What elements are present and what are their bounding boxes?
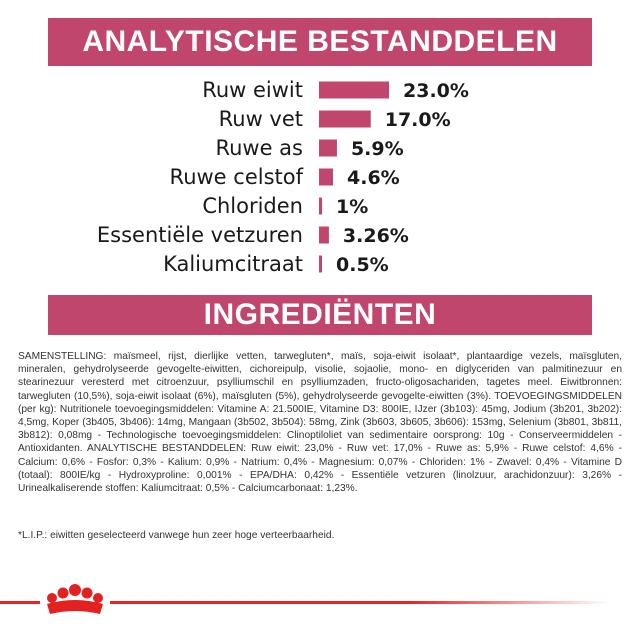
footnote: *L.I.P.: eiwitten geselecteerd vanwege hun zeer hoge verteerbaarheid. <box>18 530 335 541</box>
footer-line-left <box>0 601 40 604</box>
bar <box>319 256 322 273</box>
category-label: Ruw vet <box>218 107 303 131</box>
category-label: Ruwe as <box>215 136 303 160</box>
ingredients-title: INGREDIËNTEN <box>48 295 592 335</box>
category-label: Chloriden <box>202 194 303 218</box>
category-label: Ruwe celstof <box>169 165 303 189</box>
royal-canin-crown-icon <box>42 584 108 620</box>
category-label: Ruw eiwit <box>202 78 303 102</box>
ingredients-text: SAMENSTELLING: maïsmeel, rijst, dierlijke vetten, tarwegluten*, maïs, soja-eiwit isolaat*, plantaardige vezels, maïsgluten, mineralen, gehydrolyseerde gevogelte-eiwitten, cichoreipulp, visolie, sojaolie, mono- en diglyceriden van palmitinezuur en stearinezuur veresterd met citroenzuur, psylliumschil en psylliumzaden, fructo-oligosachariden, tagetes meel. Eiwitbronnen: tarwegluten (10,5%), soja-eiwit isolaat (6%), maïsgluten (5%), gehydrolyseerde gevogelte-eiwitten (3%). TOEVOEGINGSMIDDELEN (per kg): Nutritionele toevoegingsmiddelen: Vitamine A: 21.500IE, Vitamine D3: 800IE, IJzer (3b103): 45mg, Jodium (3b201, 3b202): 4,5mg, Koper (3b405, 3b406): 14mg, Mangaan (3b502, 3b504): 58mg, Zink (3b603, 3b605, 3b606): 153mg, Selenium (3b801, 3b811, 3b812): 0,08mg - Technologische toevoegingsmiddelen: Clinoptiloliet van sedimentaire oorsprong: 10g - Conserveermiddelen - Antioxidanten. ANALYTISCHE BESTANDDELEN: Ruw eiwit: 23,0% - Ruw vet: 17,0% - Ruwe as: 5,9% - Ruwe celstof: 4,6% - Calcium: 0,6% - Fosfor: 0,3% - Kalium: 0,9% - Natrium: 0,4% - Magnesium: 0,07% - Chloriden: 1% - Zwavel: 0,4% - Vitamine D (totaal): 800IE/kg - Hydroxyproline: 0,001% - EPA/DHA: 0,42% - Essentiële vetzuren (linolzuur, arachidonzuur): 3,26% - Urinealkaliserende stoffen: Kaliumcitraat: 0,5% - Calciumcarbonaat: 1,23%. <box>18 351 622 495</box>
bar <box>319 227 329 244</box>
value-label: 23.0% <box>403 80 469 102</box>
category-label: Essentiële vetzuren <box>96 223 303 247</box>
bar <box>319 82 389 99</box>
category-label: Kaliumcitraat <box>163 252 303 276</box>
value-label: 4.6% <box>347 167 400 189</box>
analysis-title: ANALYTISCHE BESTANDDELEN <box>48 18 592 66</box>
value-label: 1% <box>336 196 369 218</box>
value-label: 0.5% <box>336 254 389 276</box>
value-label: 5.9% <box>350 138 404 160</box>
bar <box>319 140 337 157</box>
nutrient-bar-chart <box>0 72 640 287</box>
value-label: 17.0% <box>384 109 451 131</box>
bar <box>319 111 371 128</box>
footer-line <box>110 601 610 604</box>
bar <box>319 198 322 215</box>
bar <box>319 169 333 186</box>
value-label: 3.26% <box>342 225 409 247</box>
